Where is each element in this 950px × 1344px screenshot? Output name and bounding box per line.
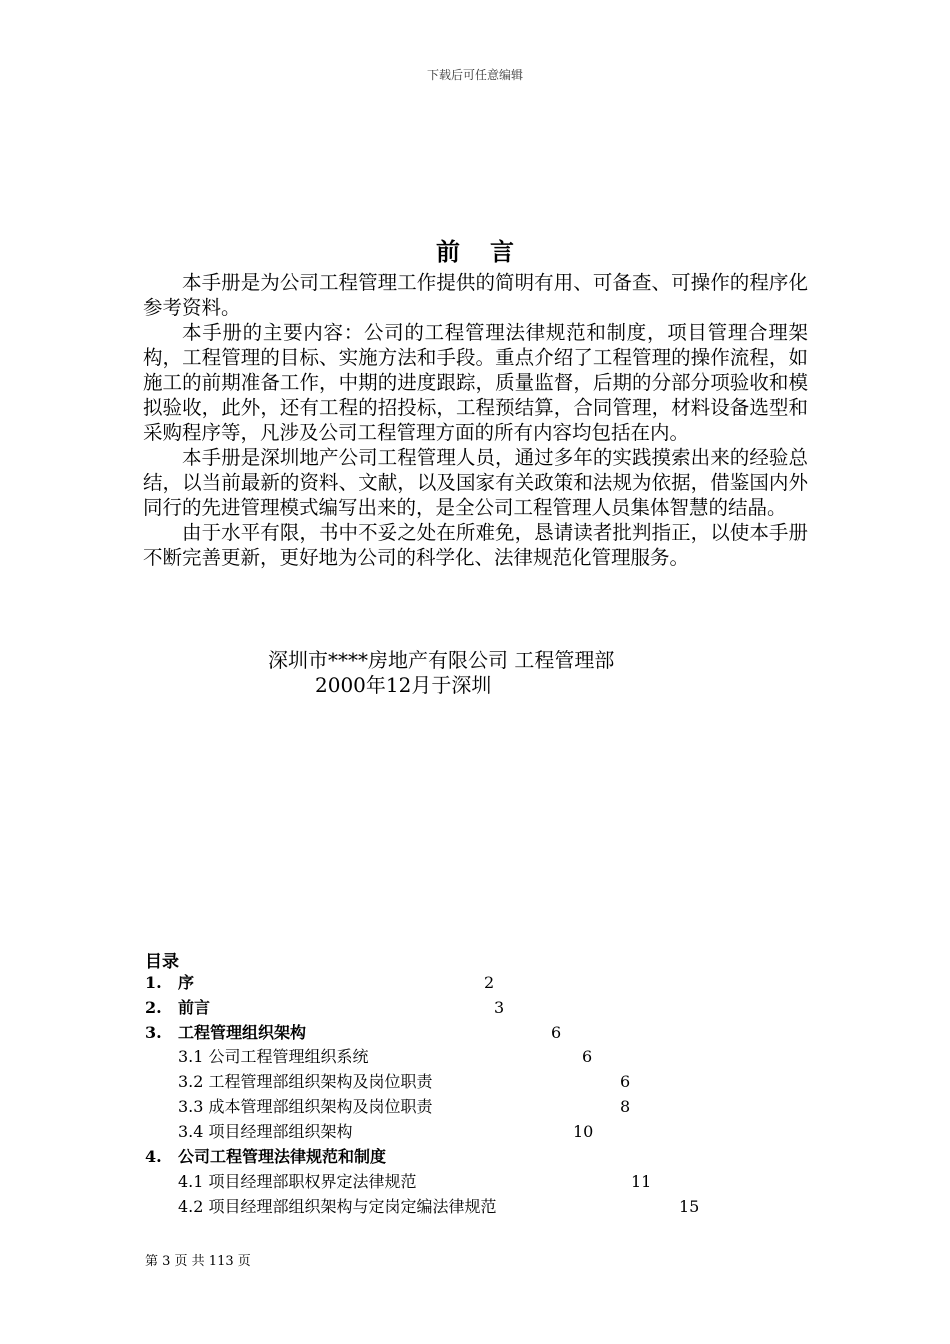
page-title: 前言 [436,237,544,266]
toc-item-label: 工程管理组织架构 [178,1023,307,1042]
toc-subitem-label: 3.4 项目经理部组织架构 [178,1122,353,1141]
header-note: 下载后可任意编辑 [426,68,523,82]
toc-subitem-label: 4.1 项目经理部职权界定法律规范 [178,1172,417,1191]
toc-subitem-page: 15 [679,1197,700,1216]
toc-subitem-label: 3.3 成本管理部组织架构及岗位职责 [178,1097,433,1116]
toc-subitem-label: 3.1 公司工程管理组织系统 [178,1047,369,1066]
toc-item-page: 6 [551,1023,562,1042]
toc-subitem-page: 8 [620,1097,631,1116]
signature-date: 2000年12月于深圳 [315,673,492,697]
toc-item-number: 3. [145,1023,162,1042]
toc-subitem-label: 4.2 项目经理部组织架构与定岗定编法律规范 [178,1197,497,1216]
toc-item-number: 2. [145,998,162,1017]
toc-item-page: 3 [494,998,505,1017]
paragraph: 本手册是为公司工程管理工作提供的简明有用、可备查、可操作的程序化参考资料。 [143,271,808,319]
toc-item-page: 2 [484,973,495,992]
toc-subitem-page: 10 [573,1122,594,1141]
page-footer: 第 3 页 共 113 页 [145,1254,251,1269]
paragraph: 本手册是深圳地产公司工程管理人员，通过多年的实践摸索出来的经验总结，以当前最新的资料、文献，以及国家有关政策和法规为依据，借鉴国内外同行的先进管理模式编写出来的，是全公司工程管理人员集体智慧的结晶。 [143,446,808,519]
paragraph: 由于水平有限，书中不妥之处在所难免，恳请读者批判指正，以使本手册不断完善更新，更好地为公司的科学化、法律规范化管理服务。 [143,521,808,569]
paragraph: 本手册的主要内容：公司的工程管理法律规范和制度，项目管理合理架构，工程管理的目标、实施方法和手段。重点介绍了工程管理的操作流程，如施工的前期准备工作，中期的进度跟踪，质量监督，后期的分部分项验收和模拟验收，此外，还有工程的招投标，工程预结算，合同管理，材料设备选型和采购程序等，凡涉及公司工程管理方面的所有内容均包括在内。 [143,321,808,444]
preface-body [143,270,808,570]
toc-subitem-page: 6 [620,1072,631,1091]
toc-title: 目录 [145,952,179,972]
toc-item-label: 序 [178,973,195,992]
toc-item-number: 4. [145,1147,162,1166]
toc-subitem-page: 11 [631,1172,652,1191]
toc-subitem-page: 6 [582,1047,593,1066]
toc-item-label: 前言 [178,998,211,1017]
toc-item-label: 公司工程管理法律规范和制度 [178,1147,387,1166]
toc-subitem-label: 3.2 工程管理部组织架构及岗位职责 [178,1072,433,1091]
signature-org: 深圳市****房地产有限公司 工程管理部 [268,648,615,672]
toc-item-number: 1. [145,973,162,992]
